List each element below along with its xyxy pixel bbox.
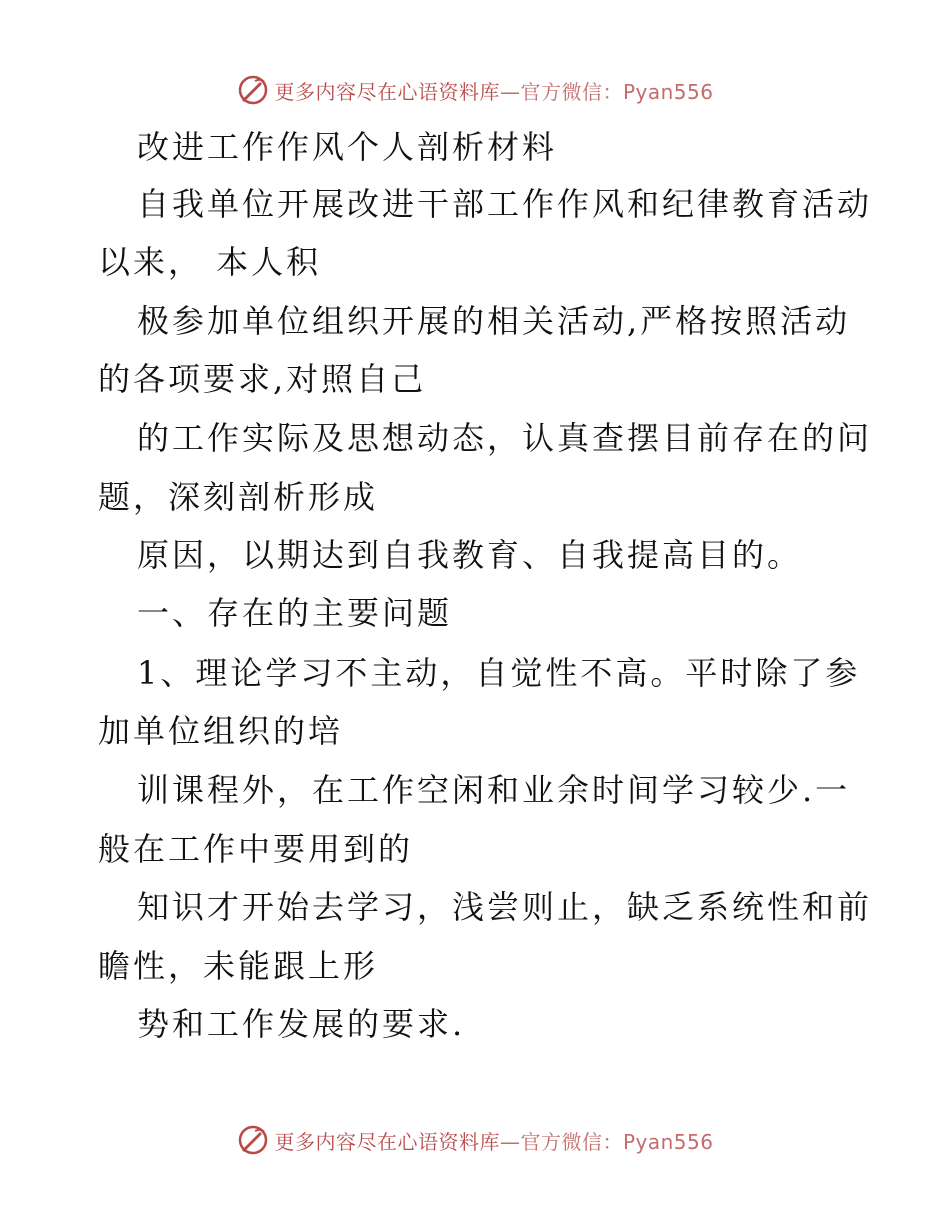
paragraph-line: 以来， 本人积 (98, 243, 322, 281)
paragraph-line: 般在工作中要用到的 (98, 830, 414, 868)
paragraph-line: 加单位组织的培 (98, 712, 344, 750)
paragraph-line: 瞻性，未能跟上形 (98, 947, 379, 985)
watermark-brand: 更多内容尽在心语资料库 (274, 1129, 500, 1154)
paragraph-line: 题，深刻剖析形成 (98, 478, 379, 516)
document-title: 改进工作作风个人剖析材料 (137, 128, 558, 166)
pen-nib-logo-icon (236, 1123, 270, 1157)
paragraph-line: 的各项要求,对照自己 (98, 360, 427, 398)
watermark-brand: 更多内容尽在心语资料库 (274, 79, 500, 104)
watermark-contact: —官方微信：Pyan556 (499, 79, 714, 104)
footer-watermark (0, 1120, 950, 1160)
paragraph-line: 训课程外，在工作空闲和业余时间学习较少.一 (137, 771, 851, 809)
watermark-contact: —官方微信：Pyan556 (499, 1129, 714, 1154)
section-heading: 一、存在的主要问题 (137, 594, 453, 632)
paragraph-line: 1、理论学习不主动，自觉性不高。平时除了参 (137, 654, 861, 692)
paragraph-line: 自我单位开展改进干部工作作风和纪律教育活动 (137, 185, 873, 223)
watermark-text (274, 1126, 713, 1155)
paragraph-line: 极参加单位组织开展的相关活动,严格按照活动 (137, 302, 851, 340)
paragraph-line: 知识才开始去学习，浅尝则止，缺乏系统性和前 (137, 888, 873, 926)
paragraph-line: 原因，以期达到自我教育、自我提高目的。 (137, 536, 803, 574)
paragraph-line: 的工作实际及思想动态，认真查摆目前存在的问 (137, 419, 873, 457)
paragraph-line: 势和工作发展的要求. (137, 1005, 466, 1043)
